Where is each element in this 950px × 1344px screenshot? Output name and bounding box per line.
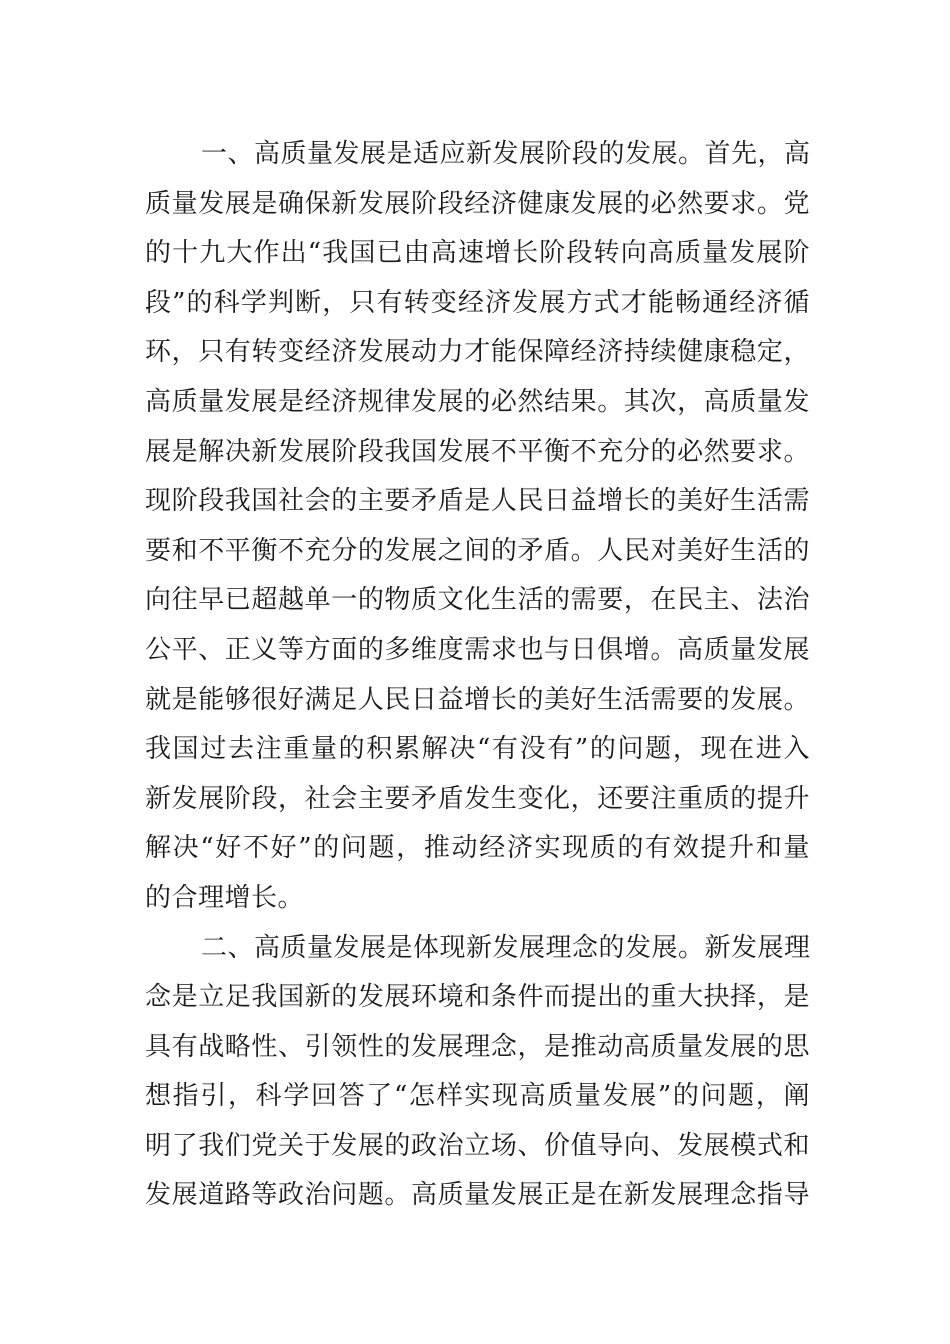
paragraph-line: 展是解决新发展阶段我国发展不平衡不充分的必然要求。 (145, 436, 810, 467)
paragraph-line: 解决“好不好”的问题，推动经济实现质的有效提升和量 (145, 833, 810, 864)
document-body (145, 130, 810, 1221)
paragraph-line: 段”的科学判断，只有转变经济发展方式才能畅通经济循 (145, 287, 810, 318)
paragraph-line: 二、高质量发展是体现新发展理念的发展。新发展理 (201, 932, 811, 963)
paragraph-1 (145, 130, 810, 924)
paragraph-line: 念是立足我国新的发展环境和条件而提出的重大抉择，是 (145, 982, 810, 1013)
paragraph-line: 具有战略性、引领性的发展理念，是推动高质量发展的思 (145, 1031, 810, 1062)
paragraph-line: 环，只有转变经济发展动力才能保障经济持续健康稳定， (145, 337, 810, 368)
paragraph-line: 新发展阶段，社会主要矛盾发生变化，还要注重质的提升 (145, 783, 810, 814)
paragraph-line: 我国过去注重量的积累解决“有没有”的问题，现在进入 (145, 734, 810, 765)
paragraph-line: 向往早已超越单一的物质文化生活的需要，在民主、法治 (145, 585, 810, 616)
paragraph-2 (145, 924, 810, 1222)
paragraph-line: 质量发展是确保新发展阶段经济健康发展的必然要求。党 (145, 188, 810, 219)
paragraph-line: 一、高质量发展是适应新发展阶段的发展。首先，高 (201, 139, 811, 169)
paragraph-line: 公平、正义等方面的多维度需求也与日俱增。高质量发展 (145, 634, 810, 665)
paragraph-line: 想指引，科学回答了“怎样实现高质量发展”的问题，阐 (145, 1081, 810, 1112)
paragraph-line: 就是能够很好满足人民日益增长的美好生活需要的发展。 (145, 684, 810, 715)
paragraph-line: 明了我们党关于发展的政治立场、价值导向、发展模式和 (145, 1130, 810, 1161)
paragraph-line: 的十九大作出“我国已由高速增长阶段转向高质量发展阶 (145, 238, 810, 269)
paragraph-line: 现阶段我国社会的主要矛盾是人民日益增长的美好生活需 (145, 486, 810, 517)
paragraph-line: 高质量发展是经济规律发展的必然结果。其次，高质量发 (145, 386, 810, 417)
paragraph-line: 发展道路等政治问题。高质量发展正是在新发展理念指导 (145, 1180, 810, 1211)
paragraph-line: 的合理增长。 (145, 882, 305, 913)
paragraph-line: 要和不平衡不充分的发展之间的矛盾。人民对美好生活的 (145, 535, 810, 566)
